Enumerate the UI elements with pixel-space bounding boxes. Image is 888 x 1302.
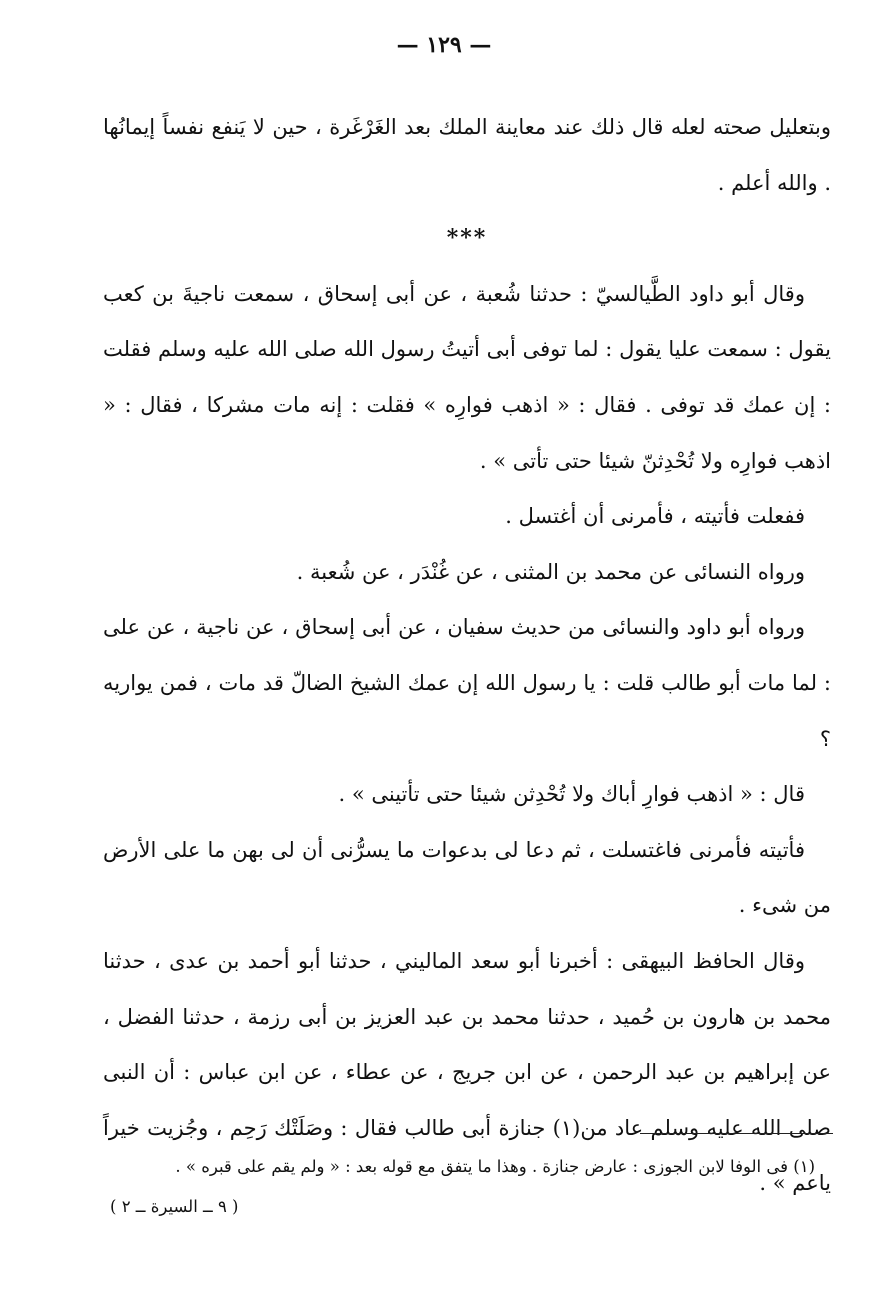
body-text — [103, 100, 831, 1212]
page-number: — ١٢٩ — — [396, 32, 492, 58]
paragraph-1: وبتعليل صحته لعله قال ذلك عند معاينة الملك بعد الغَرْغَرة ، حين لا يَنفع نفساً إيمانُها . والله أعلم . — [103, 115, 831, 195]
paragraph-6: قال : « اذهب فوارِ أباك ولا تُحْدِثن شيئا حتى تأتينى » . — [338, 782, 805, 807]
paragraph-7: فأتيته فأمرنى فاغتسلت ، ثم دعا لى بدعوات ما يسرُّنى أن لى بهن ما على الأرض من شىء . — [103, 837, 831, 918]
paragraph-2: وقال أبو داود الطَّيالسيّ : حدثنا شُعبة ، عن أبى إسحاق ، سمعت ناجيةَ بن كعب يقول : سمعت عليا يقول : لما توفى أبى أتيتُ رسول الله صلى الله عليه وسلم فقلت : إن عمك قد توفى . فقال : « اذهب فوارِه » فقلت : إنه مات مشركا ، فقال : « اذهب فوارِه ولا تُحْدِثنّ شيئا حتى تأتى » . — [103, 281, 831, 473]
signature-mark: ( ٩ ــ السيرة ــ ٢ ) — [110, 1197, 239, 1216]
paragraph-3: ففعلت فأتيته ، فأمرنى أن أغتسل . — [505, 504, 805, 529]
paragraph-8: وقال الحافظ البيهقى : أخبرنا أبو سعد الماليني ، حدثنا أبو أحمد بن عدى ، حدثنا محمد بن هارون بن حُميد ، حدثنا محمد بن عبد العزيز بن أبى رزمة ، حدثنا الفضل ، عن إبراهيم بن عبد الرحمن ، عن ابن جريج ، عن عطاء ، عن ابن عباس : أن النبى صلى الله عليه وسلم عاد من(١) جنازة أبى طالب فقال : وصَلَتْك رَحِم ، وجُزيت خيراً ياعم » . — [103, 948, 831, 1196]
footnote-divider — [640, 1133, 833, 1134]
paragraph-4: ورواه النسائى عن محمد بن المثنى ، عن غُنْدَر ، عن شُعبة . — [296, 559, 805, 584]
footnote: (١) فى الوفا لابن الجوزى : عارض جنازة . وهذا ما يتفق مع قوله بعد : « ولم يقم على قبره » . — [175, 1157, 815, 1176]
paragraph-5: ورواه أبو داود والنسائى من حديث سفيان ، عن أبى إسحاق ، عن ناجية ، عن على : لما مات أبو طالب قلت : يا رسول الله إن عمك الشيخ الضالّ قد مات ، فمن يواريه ؟ — [103, 615, 831, 751]
section-separator: *** — [446, 225, 488, 252]
